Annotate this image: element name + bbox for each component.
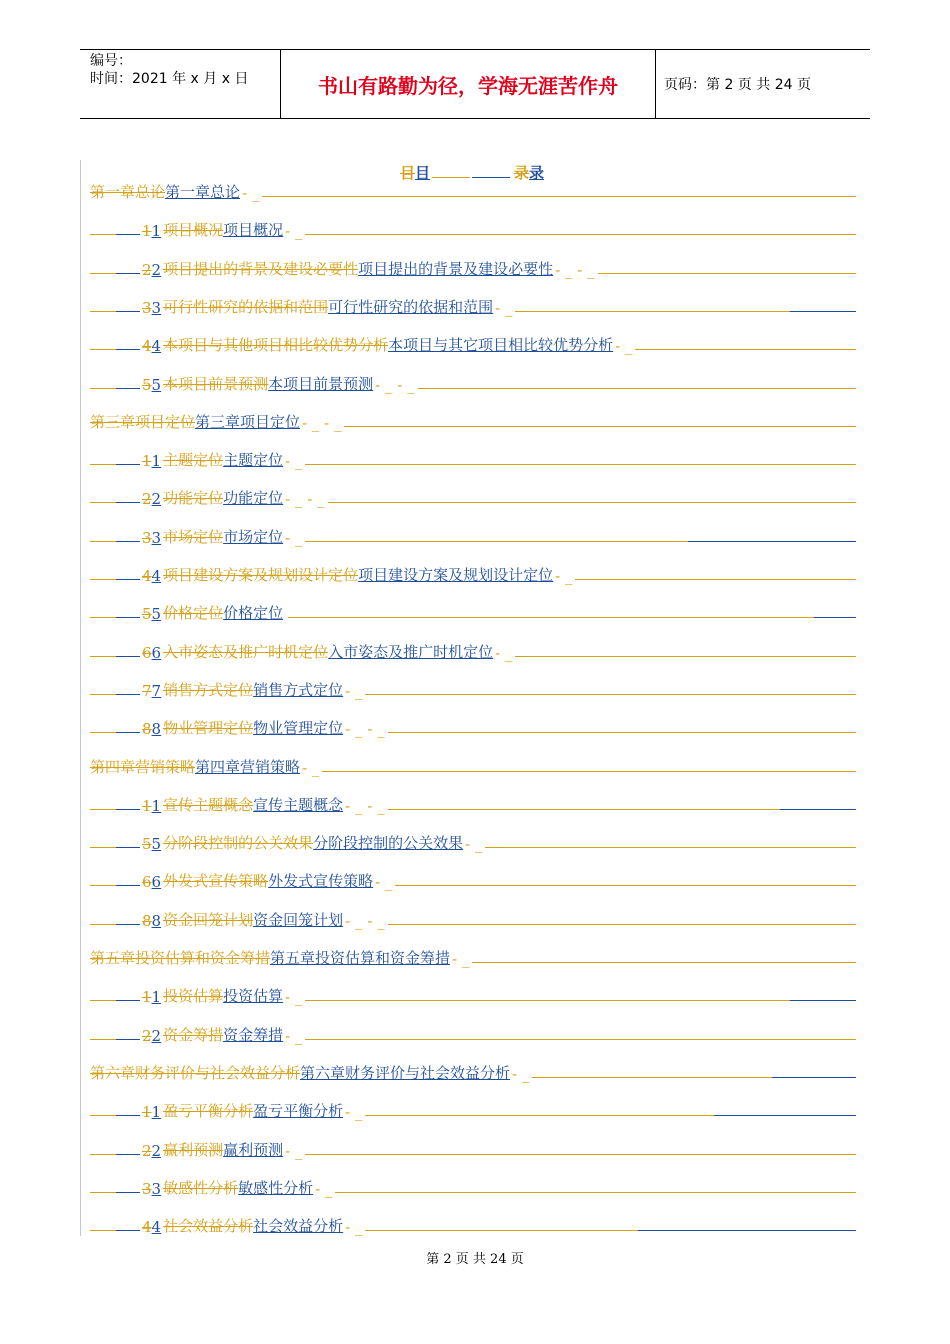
toc-text-inserted[interactable]: 项目概况 (223, 221, 284, 240)
toc-number-inserted: 3 (151, 1179, 162, 1198)
toc-section-entry[interactable] (90, 1099, 856, 1121)
toc-section-entry[interactable] (90, 1138, 856, 1160)
toc-number-inserted: 6 (151, 643, 162, 662)
toc-leader-line (305, 464, 856, 465)
toc-leader-inserted (772, 1077, 856, 1078)
toc-dash-marks: - _ (512, 1064, 530, 1083)
toc-leader-line (485, 847, 856, 848)
toc-leader-inserted (688, 541, 856, 542)
toc-dash-marks: - _ (465, 835, 483, 854)
toc-number-deleted: 2 (142, 1026, 152, 1045)
toc-section-entry[interactable] (90, 831, 856, 853)
toc-dash-marks: - _ (285, 452, 303, 471)
toc-number-deleted: 1 (142, 796, 152, 815)
toc-number-deleted: 2 (142, 490, 152, 509)
toc-leader-line (575, 579, 856, 580)
toc-section-entry[interactable] (90, 869, 856, 891)
toc-number-inserted: 1 (151, 452, 162, 471)
toc-chapter-entry[interactable] (90, 946, 856, 968)
toc-chapter-entry[interactable] (90, 410, 856, 432)
toc-text-deleted: 赢利预测 (163, 1140, 224, 1159)
toc-section-entry[interactable] (90, 448, 856, 470)
toc-leader-inserted (790, 1000, 856, 1001)
document-time-label: 时间：2021 年 x 月 x 日 (90, 71, 249, 87)
toc-number-deleted: 2 (142, 260, 152, 279)
toc-text-deleted: 项目概况 (163, 221, 224, 240)
toc-section-entry[interactable] (90, 601, 856, 623)
toc-number-inserted: 6 (151, 873, 162, 892)
toc-leader-line (472, 962, 856, 963)
toc-leader-inserted (714, 1115, 856, 1116)
toc-section-entry[interactable] (90, 984, 856, 1006)
toc-text-inserted[interactable]: 项目提出的背景及建设必要性 (358, 259, 554, 278)
toc-text-inserted[interactable]: 入市姿态及推广时机定位 (328, 642, 494, 661)
toc-number-inserted: 1 (151, 1103, 162, 1122)
document-number-label: 编号： (90, 53, 132, 69)
toc-section-entry[interactable] (90, 333, 856, 355)
toc-text-inserted[interactable]: 本项目与其它项目相比较优势分析 (388, 336, 614, 355)
toc-leader-line (335, 1192, 856, 1193)
toc-dash-marks: - _ - _ (302, 413, 342, 432)
toc-dash-marks: - _ (555, 567, 573, 585)
toc-leader-inserted (790, 311, 856, 312)
toc-text-deleted: 社会效益分析 (163, 1217, 254, 1236)
toc-text-inserted[interactable]: 盈亏平衡分析 (253, 1102, 344, 1121)
toc-text-deleted: 项目建设方案及规划设计定位 (163, 566, 359, 584)
toc-number-inserted: 2 (151, 490, 162, 509)
toc-text-deleted: 资金筹措 (163, 1025, 224, 1044)
toc-section-entry[interactable] (90, 486, 856, 508)
toc-text-inserted[interactable]: 项目建设方案及规划设计定位 (358, 566, 554, 584)
toc-section-entry[interactable] (90, 908, 856, 930)
toc-text-inserted[interactable]: 可行性研究的依据和范围 (328, 297, 494, 316)
toc-dash-marks: - _ (345, 1218, 363, 1237)
toc-section-entry[interactable] (90, 525, 856, 547)
toc-leader-line (305, 541, 856, 542)
toc-number-inserted: 2 (151, 260, 162, 279)
toc-section-entry[interactable] (90, 372, 856, 394)
toc-text-inserted[interactable]: 市场定位 (223, 527, 284, 546)
toc-leader-line (305, 1154, 856, 1155)
toc-text-inserted[interactable]: 第三章项目定位 (195, 412, 301, 431)
toc-number-inserted: 1 (151, 222, 162, 241)
margin-revision-line (80, 160, 81, 1236)
toc-text-inserted[interactable]: 宣传主题概念 (253, 795, 344, 814)
toc-text-inserted[interactable]: 本项目前景预测 (268, 374, 374, 393)
toc-leader-line (344, 426, 856, 427)
toc-text-deleted: 第五章投资估算和资金筹措 (90, 949, 271, 967)
toc-number-inserted: 5 (151, 835, 162, 854)
toc-section-entry[interactable] (90, 295, 856, 317)
toc-number-deleted: 5 (142, 605, 152, 624)
toc-text-deleted: 第三章项目定位 (90, 412, 196, 431)
toc-number-deleted: 5 (142, 835, 152, 854)
toc-dash-marks: - _ (242, 184, 260, 202)
toc-number-inserted: 2 (151, 1026, 162, 1045)
toc-text-deleted: 第四章营销策略 (90, 757, 196, 776)
toc-number-deleted: 3 (142, 298, 152, 317)
toc-leader-line (515, 656, 856, 657)
toc-section-entry[interactable] (90, 793, 856, 815)
toc-dash-marks: - _ - _ (345, 911, 385, 930)
toc-leader-line (288, 617, 856, 618)
toc-text-inserted[interactable]: 投资估算 (223, 987, 284, 1006)
toc-number-inserted: 1 (151, 988, 162, 1007)
toc-text-inserted[interactable]: 第五章投资估算和资金筹措 (270, 949, 451, 967)
toc-text-inserted[interactable]: 第四章营销策略 (195, 757, 301, 776)
toc-text-deleted: 物业管理定位 (163, 719, 254, 738)
toc-dash-marks: - _ (495, 298, 513, 317)
toc-number-deleted: 5 (142, 375, 152, 394)
toc-number-deleted: 2 (142, 1141, 152, 1160)
toc-text-deleted: 资金回笼计划 (163, 910, 254, 929)
toc-text-inserted[interactable]: 销售方式定位 (253, 680, 344, 699)
toc-leader-line (305, 1000, 856, 1001)
toc-leader-line (532, 1077, 856, 1078)
toc-text-inserted[interactable]: 第一章总论 (165, 183, 241, 201)
header-motto: 书山有路勤为径，学海无涯苦作舟 (280, 50, 656, 118)
toc-leader-line (388, 924, 856, 925)
toc-number-deleted: 1 (142, 452, 152, 471)
toc-dash-marks: - _ (345, 1103, 363, 1122)
toc-number-deleted: 7 (142, 681, 152, 700)
toc-text-deleted: 宣传主题概念 (163, 795, 254, 814)
toc-number-inserted: 8 (151, 911, 162, 930)
toc-dash-marks: - _ - _ (555, 260, 595, 279)
toc-text-deleted: 销售方式定位 (163, 680, 254, 699)
toc-leader-line (305, 1039, 856, 1040)
toc-leader-line (515, 311, 856, 312)
toc-number-deleted: 3 (142, 1179, 152, 1198)
header-meta (90, 52, 248, 88)
toc-number-inserted: 5 (151, 605, 162, 624)
toc-section-entry[interactable] (90, 1176, 856, 1198)
toc-section-entry[interactable] (90, 716, 856, 738)
toc-dash-marks: - _ (615, 337, 633, 356)
toc-text-deleted: 本项目前景预测 (163, 374, 269, 393)
toc-text-inserted[interactable]: 外发式宣传策略 (268, 872, 374, 891)
toc-text-inserted[interactable]: 敏感性分析 (238, 1178, 314, 1197)
toc-number-deleted: 6 (142, 643, 152, 662)
toc-text-inserted[interactable]: 功能定位 (223, 489, 284, 508)
toc-title-deleted-2: 录 (514, 164, 530, 182)
toc-text-deleted: 盈亏平衡分析 (163, 1102, 254, 1121)
toc-number-inserted: 3 (151, 298, 162, 317)
toc-section-entry[interactable] (90, 1214, 856, 1236)
toc-dash-marks: - _ - _ (375, 375, 415, 394)
toc-leader-line (305, 234, 856, 235)
toc-dash-marks: - _ (452, 950, 470, 968)
toc-dash-marks: - _ (285, 988, 303, 1007)
toc-leader-line (262, 196, 856, 197)
toc-text-deleted: 敏感性分析 (163, 1178, 239, 1197)
toc-number-inserted: 1 (151, 796, 162, 815)
toc-text-deleted: 主题定位 (163, 451, 224, 470)
toc-number-inserted: 3 (151, 528, 162, 547)
toc-number-inserted: 4 (151, 1218, 162, 1237)
toc-leader-line (388, 732, 856, 733)
toc-text-deleted: 外发式宣传策略 (163, 872, 269, 891)
toc-number-deleted: 1 (142, 1103, 152, 1122)
toc-leader-line (365, 1230, 856, 1231)
toc-chapter-entry[interactable] (90, 180, 856, 202)
toc-title-deleted-1: 目 (400, 164, 416, 182)
toc-text-inserted[interactable]: 主题定位 (223, 451, 284, 470)
toc-text-deleted: 本项目与其他项目相比较优势分析 (163, 336, 389, 355)
toc-text-deleted: 项目提出的背景及建设必要性 (163, 259, 359, 278)
toc-leader-inserted (814, 617, 856, 618)
toc-number-inserted: 4 (151, 567, 162, 585)
toc-number-deleted: 8 (142, 720, 152, 739)
toc-text-deleted: 第六章财务评价与社会效益分析 (90, 1063, 301, 1082)
toc-leader-inserted (780, 809, 856, 810)
toc-text-deleted: 可行性研究的依据和范围 (163, 297, 329, 316)
toc-dash-marks: - _ (285, 1141, 303, 1160)
toc-leader-line (598, 273, 856, 274)
page-footer: 第 2 页 共 24 页 (426, 1252, 524, 1267)
toc-number-deleted: 3 (142, 528, 152, 547)
toc-leader-line (395, 885, 856, 886)
toc-number-deleted: 1 (142, 222, 152, 241)
toc-leader-line (365, 694, 856, 695)
toc-text-deleted: 价格定位 (163, 604, 224, 623)
toc-leader-line (635, 349, 856, 350)
toc-number-deleted: 1 (142, 988, 152, 1007)
toc-number-inserted: 2 (151, 1141, 162, 1160)
toc-number-inserted: 4 (151, 337, 162, 356)
toc-section-entry[interactable] (90, 1023, 856, 1045)
toc-section-entry[interactable] (90, 257, 856, 279)
toc-leader-line (322, 771, 856, 772)
toc-dash-marks: - _ (285, 222, 303, 241)
toc-section-entry[interactable] (90, 218, 856, 240)
toc-text-inserted[interactable]: 分阶段控制的公关效果 (313, 834, 464, 853)
toc-dash-marks: - _ (315, 1179, 333, 1198)
toc-dash-marks: - _ - _ (345, 720, 385, 739)
toc-dash-marks: - _ - _ (345, 796, 385, 815)
toc-text-inserted[interactable]: 社会效益分析 (253, 1217, 344, 1236)
toc-number-deleted: 4 (142, 337, 152, 356)
toc-leader-line (328, 502, 856, 503)
toc-chapter-entry[interactable] (90, 1061, 856, 1083)
toc-leader-line (388, 809, 856, 810)
toc-chapter-entry[interactable] (90, 755, 856, 777)
toc-dash-marks: - _ (302, 758, 320, 777)
toc-text-deleted: 投资估算 (163, 987, 224, 1006)
toc-text-inserted[interactable]: 价格定位 (223, 604, 284, 623)
toc-text-inserted[interactable]: 赢利预测 (223, 1140, 284, 1159)
toc-section-entry[interactable] (90, 678, 856, 700)
toc-number-deleted: 6 (142, 873, 152, 892)
toc-text-inserted[interactable]: 物业管理定位 (253, 719, 344, 738)
page-header (80, 49, 870, 119)
toc-title-inserted-1: 目 (415, 164, 431, 182)
toc-dash-marks: - _ (375, 873, 393, 892)
toc-dash-marks: - _ (285, 1026, 303, 1045)
toc-section-entry[interactable] (90, 563, 856, 585)
toc-text-deleted: 市场定位 (163, 527, 224, 546)
toc-text-inserted[interactable]: 资金回笼计划 (253, 910, 344, 929)
toc-text-deleted: 第一章总论 (90, 183, 166, 201)
toc-leader-line (365, 1115, 856, 1116)
toc-title-inserted-2: 录 (529, 164, 545, 182)
toc-number-inserted: 5 (151, 375, 162, 394)
toc-section-entry[interactable] (90, 640, 856, 662)
toc-text-deleted: 入市姿态及推广时机定位 (163, 642, 329, 661)
toc-number-inserted: 7 (151, 681, 162, 700)
toc-number-deleted: 4 (142, 567, 152, 585)
toc-dash-marks: - _ (285, 528, 303, 547)
toc-dash-marks: - _ - _ (285, 490, 325, 509)
header-page-info: 页码：第 2 页 共 24 页 (664, 77, 811, 93)
toc-leader-inserted (638, 1230, 856, 1231)
toc-number-deleted: 4 (142, 1218, 152, 1237)
toc-leader-line (418, 388, 856, 389)
toc-number-inserted: 8 (151, 720, 162, 739)
toc-text-inserted[interactable]: 第六章财务评价与社会效益分析 (300, 1063, 511, 1082)
toc-text-deleted: 功能定位 (163, 489, 224, 508)
toc-dash-marks: - _ (495, 643, 513, 662)
toc-text-deleted: 分阶段控制的公关效果 (163, 834, 314, 853)
toc-number-deleted: 8 (142, 911, 152, 930)
toc-dash-marks: - _ (345, 681, 363, 700)
toc-text-inserted[interactable]: 资金筹措 (223, 1025, 284, 1044)
